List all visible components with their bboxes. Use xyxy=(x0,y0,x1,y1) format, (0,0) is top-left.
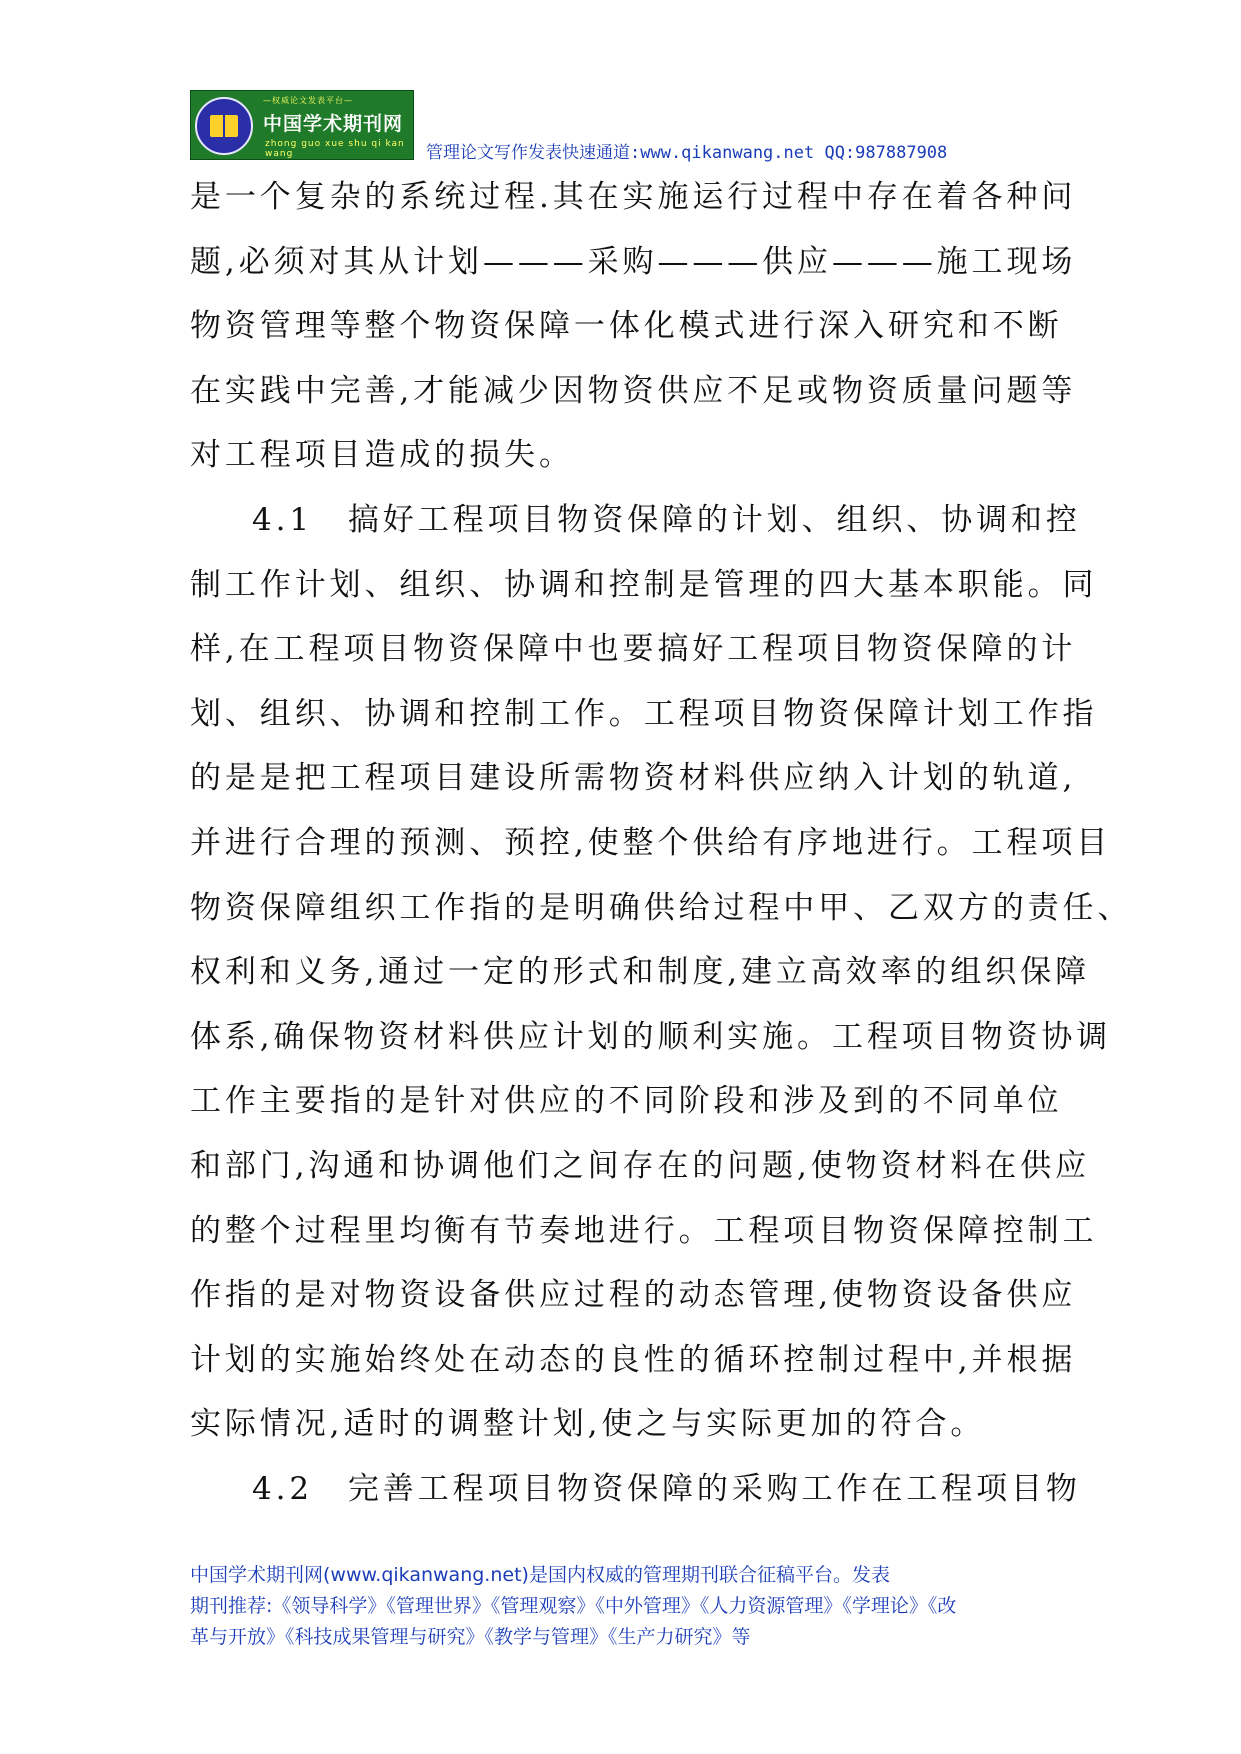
text-line: 样,在工程项目物资保障中也要搞好工程项目物资保障的计 xyxy=(190,631,1077,668)
text-line: 计划的实施始终处在动态的良性的循环控制过程中,并根据 xyxy=(190,1341,1077,1378)
text-line: 划、组织、协调和控制工作。工程项目物资保障计划工作指 xyxy=(190,695,1098,732)
text-line: 物资管理等整个物资保障一体化模式进行深入研究和不断 xyxy=(190,308,1063,345)
text-line: 制工作计划、组织、协调和控制是管理的四大基本职能。同 xyxy=(190,566,1098,603)
book-seal-icon xyxy=(195,97,253,155)
page-footer xyxy=(190,1560,1070,1653)
text-line: 工作主要指的是针对供应的不同阶段和涉及到的不同单位 xyxy=(190,1083,1063,1120)
text-line: 和部门,沟通和协调他们之间存在的问题,使物资材料在供应 xyxy=(190,1147,1091,1184)
header-promo-link[interactable]: 管理论文写作发表快速通道:www.qikanwang.net QQ:987887908 xyxy=(426,143,948,163)
site-logo[interactable] xyxy=(190,90,414,160)
text-line: 是一个复杂的系统过程.其在实施运行过程中存在着各种问 xyxy=(190,179,1077,215)
logo-brand-name: 中国学术期刊网 xyxy=(263,113,404,135)
text-line: 对工程项目造成的损失。 xyxy=(190,437,574,474)
text-line: 权利和义务,通过一定的形式和制度,建立高效率的组织保障 xyxy=(190,954,1091,991)
text-line: 作指的是对物资设备供应过程的动态管理,使物资设备供应 xyxy=(190,1277,1077,1314)
text-line: 题,必须对其从计划———采购———供应———施工现场 xyxy=(190,243,1077,280)
section-heading-4-2: 4.2 完善工程项目物资保障的采购工作在工程项目物 xyxy=(252,1470,1081,1507)
logo-pinyin: zhong guo xue shu qi kan wang xyxy=(265,139,405,159)
text-line: 并进行合理的预测、预控,使整个供给有序地进行。工程项目 xyxy=(190,824,1112,861)
text-line: 的是是把工程项目建设所需物资材料供应纳入计划的轨道, xyxy=(190,760,1077,797)
text-line: 体系,确保物资材料供应计划的顺利实施。工程项目物资协调 xyxy=(190,1018,1112,1055)
text-line: 实际情况,适时的调整计划,使之与实际更加的符合。 xyxy=(190,1406,986,1443)
footer-line: 期刊推荐:《领导科学》《管理世界》《管理观察》《中外管理》《人力资源管理》《学理论》《改 xyxy=(190,1595,957,1617)
document-body xyxy=(190,165,1133,1521)
footer-line: 革与开放》《科技成果管理与研究》《教学与管理》《生产力研究》等 xyxy=(190,1626,751,1648)
text-line: 的整个过程里均衡有节奏地进行。工程项目物资保障控制工 xyxy=(190,1212,1098,1249)
footer-line: 中国学术期刊网(www.qikanwang.net)是国内权威的管理期刊联合征稿平台。发表 xyxy=(190,1564,890,1586)
text-line: 在实践中完善,才能减少因物资供应不足或物资质量问题等 xyxy=(190,372,1077,409)
logo-tagline: —权威论文发表平台— xyxy=(263,96,353,105)
text-line: 物资保障组织工作指的是明确供给过程中甲、乙双方的责任、 xyxy=(190,889,1133,926)
page-header xyxy=(190,90,1050,163)
section-heading-4-1: 4.1 搞好工程项目物资保障的计划、组织、协调和控 xyxy=(252,501,1081,538)
